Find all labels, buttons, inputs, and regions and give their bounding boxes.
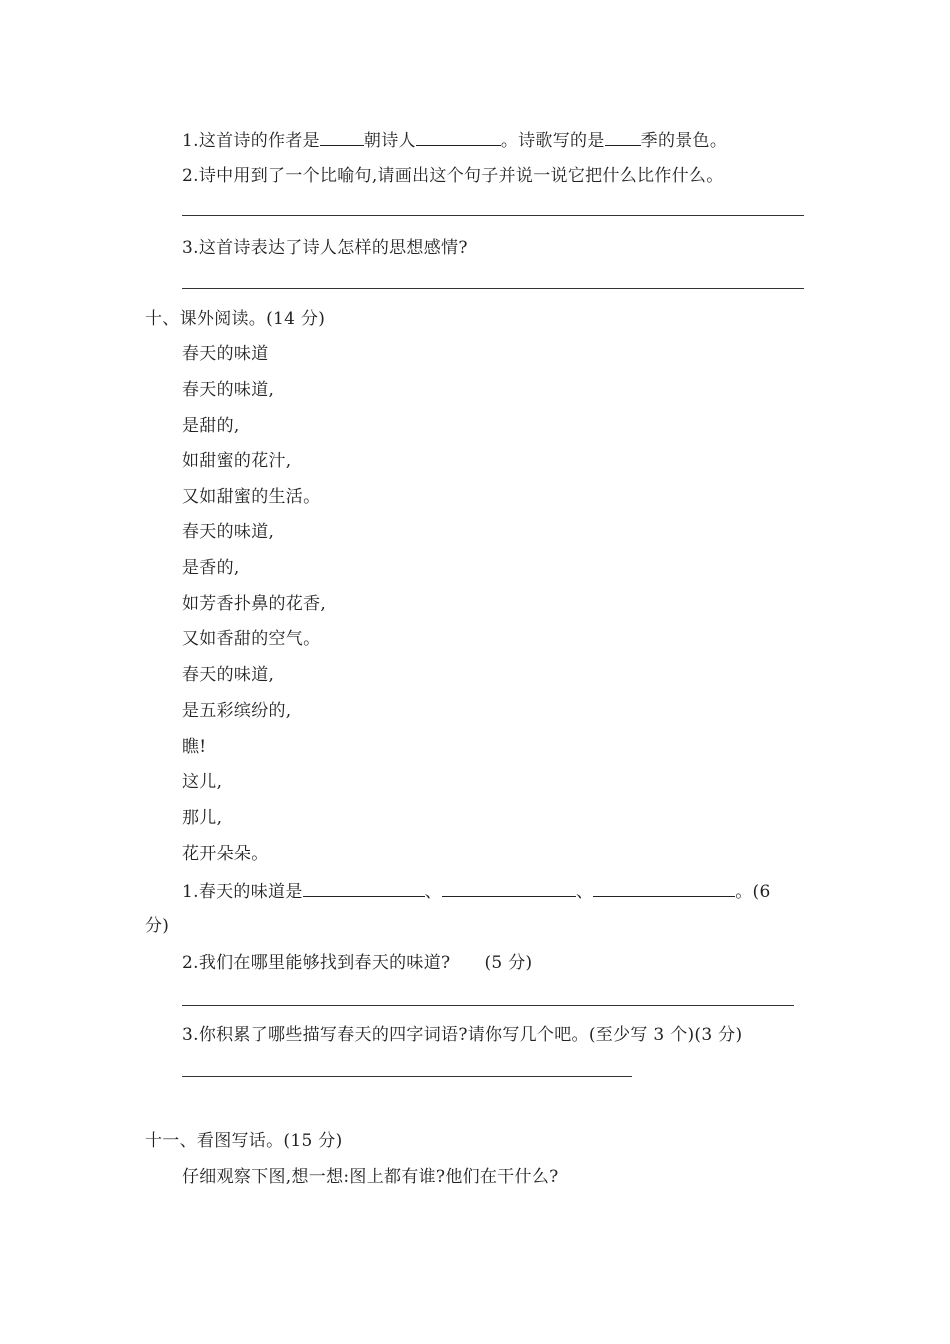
poem-line: 又如香甜的空气。: [182, 629, 321, 649]
section10-q2-answer-line[interactable]: [182, 1005, 794, 1006]
poem-line: 又如甜蜜的生活。: [182, 487, 321, 507]
poem-line: 瞧!: [182, 737, 207, 757]
poem-line: 春天的味道,: [182, 380, 275, 400]
section10-q1: 1.春天的味道是 、 、 。(6: [182, 882, 771, 902]
poem-line: 春天的味道,: [182, 665, 275, 685]
poem-line: 如芳香扑鼻的花香,: [182, 594, 327, 614]
section11-heading: 十一、看图写话。(15 分): [145, 1131, 343, 1151]
poem-line: 春天的味道,: [182, 522, 275, 542]
section11-instruction: 仔细观察下图,想一想:图上都有谁?他们在干什么?: [182, 1167, 559, 1187]
section10-heading: 十、课外阅读。(14 分): [145, 309, 326, 329]
author-name-blank[interactable]: [416, 129, 501, 146]
poem-q2-answer-line[interactable]: [182, 215, 804, 216]
author-dynasty-blank[interactable]: [320, 129, 364, 146]
section10-q2: 2.我们在哪里能够找到春天的味道? (5 分): [182, 953, 533, 973]
answer-blank-1[interactable]: [303, 880, 425, 897]
poem-line: 花开朵朵。: [182, 844, 269, 864]
poem-line: 是五彩缤纷的,: [182, 701, 292, 721]
answer-blank-2[interactable]: [442, 880, 576, 897]
poem-q2: 2.诗中用到了一个比喻句,请画出这个句子并说一说它把什么比作什么。: [182, 166, 724, 186]
section10-q3-answer-line[interactable]: [182, 1076, 632, 1077]
poem-q3-answer-line[interactable]: [182, 288, 804, 289]
poem-line: 是香的,: [182, 558, 240, 578]
poem-line: 是甜的,: [182, 416, 240, 436]
section10-q3: 3.你积累了哪些描写春天的四字词语?请你写几个吧。(至少写 3 个)(3 分): [182, 1025, 743, 1045]
section10-q1-cont: 分): [145, 916, 170, 936]
poem-q1: 1.这首诗的作者是 朝诗人 。诗歌写的是 季的景色。: [182, 131, 728, 151]
poem-line: 那儿,: [182, 808, 223, 828]
poem-line: 如甜蜜的花汁,: [182, 451, 292, 471]
poem-q3: 3.这首诗表达了诗人怎样的思想感情?: [182, 238, 468, 258]
season-blank[interactable]: [605, 129, 641, 146]
poem-title: 春天的味道: [182, 344, 269, 364]
answer-blank-3[interactable]: [593, 880, 735, 897]
poem-line: 这儿,: [182, 772, 223, 792]
